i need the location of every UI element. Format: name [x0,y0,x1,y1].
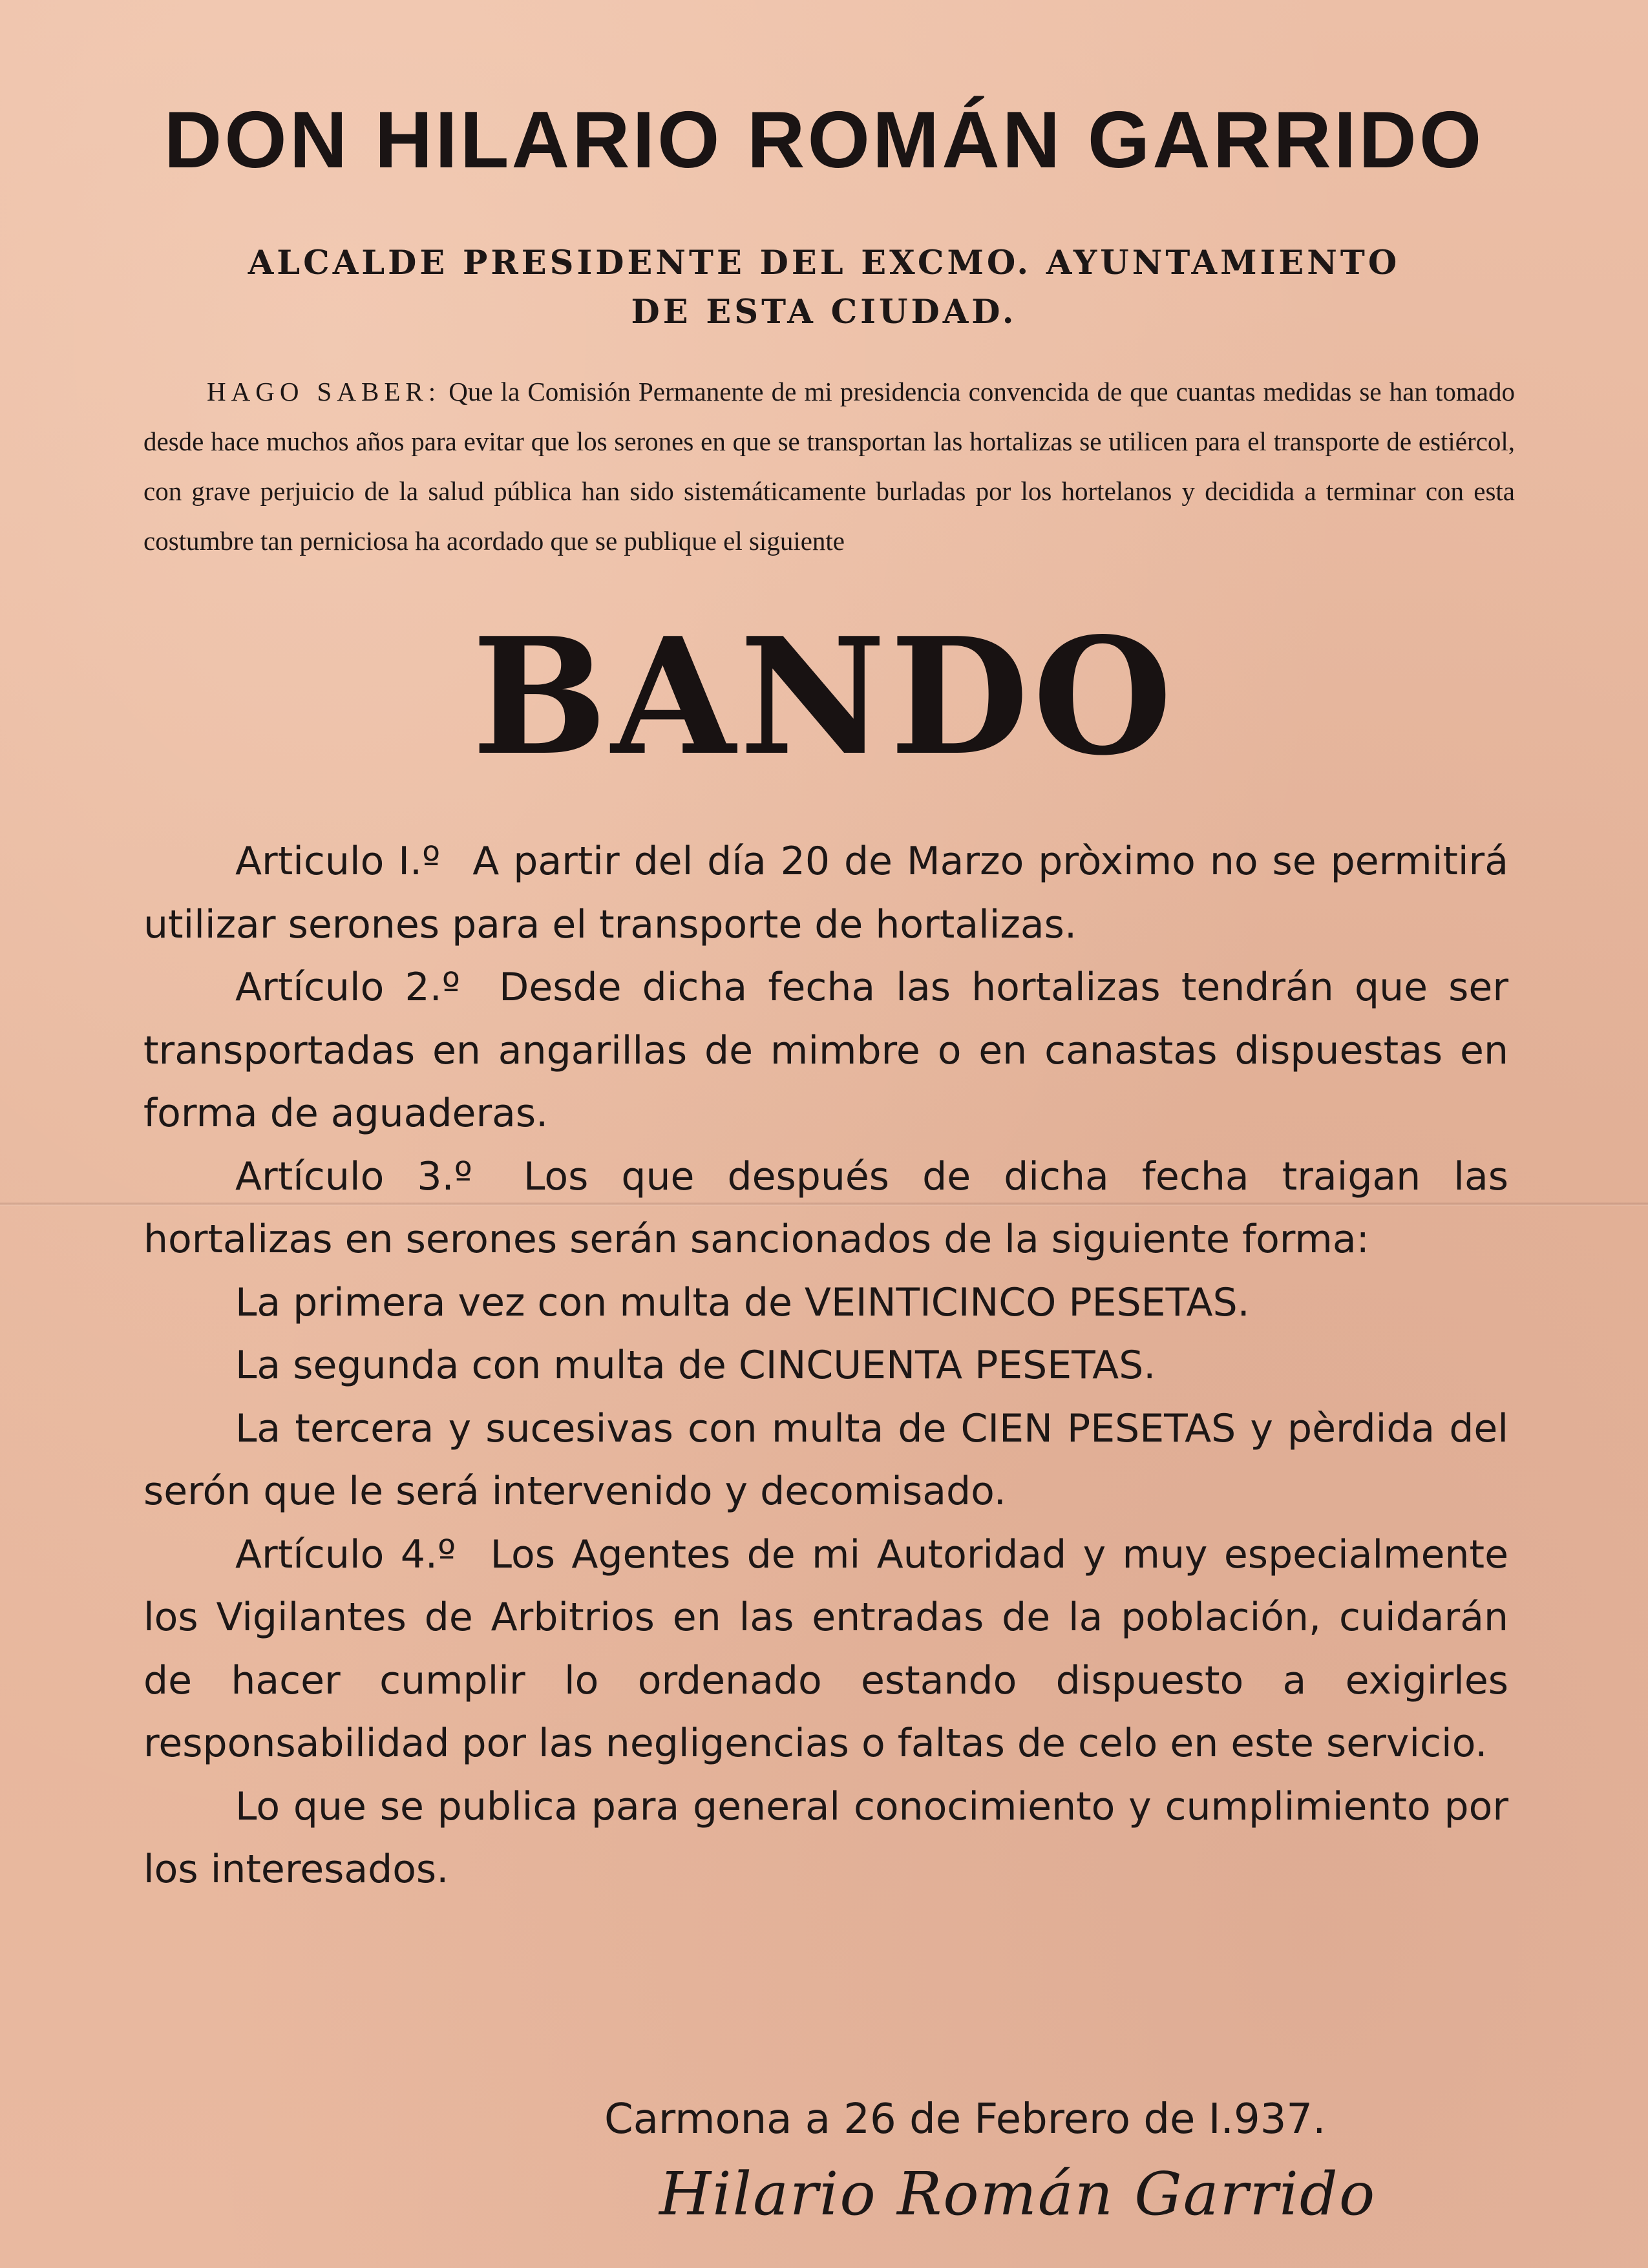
article-1-text: A partir del día 20 de Marzo pròximo no se permitirá utilizar serones para el transporte de hortalizas. [143,839,1508,947]
mayor-signature: Hilario Román Garrido [659,2159,1377,2229]
article-3-label: Artículo 3.º [235,1153,472,1199]
intro-paragraph [143,367,1515,566]
closing-paragraph: Lo que se publica para general conocimiento y cumplimiento por los interesados. [143,1783,1508,1892]
mayor-title-line-2: DE ESTA CIUDAD. [631,293,1017,331]
article-2-text: Desde dicha fecha las hortalizas tendrán que ser transportadas en angarillas de mimbre o en canastas dispuestas en forma de aguaderas. [143,965,1508,1136]
sanction-1: La primera vez con multa de VEINTICINCO PESETAS. [235,1279,1250,1325]
sanction-3: La tercera y sucesivas con multa de CIEN PESETAS y pèrdida del serón que le será intervenido y decomisado. [143,1405,1508,1514]
article-1 [143,830,1508,956]
mayor-name-heading: DON HILARIO ROMÁN GARRIDO [164,96,1484,185]
article-4-text: Los Agentes de mi Autoridad y muy especialmente los Vigilantes de Arbitrios en las entradas de la población, cuidarán de hacer cumplir lo ordenado estando dispuesto a exigirles responsabilidad por las negligencias o faltas de celo en este servicio. [143,1531,1508,1766]
article-2-label: Artículo 2.º [235,965,460,1010]
sanction-2: La segunda con multa de CINCUENTA PESETAS. [235,1343,1156,1388]
mayor-title-line-1: ALCALDE PRESIDENTE DEL EXCMO. AYUNTAMIENTO [248,244,1400,282]
article-1-label: Articulo I.º [235,839,441,884]
intro-lead: HAGO SABER: [207,377,441,406]
article-4-label: Artículo 4.º [235,1531,456,1577]
bando-body [143,830,1508,1902]
article-3 [143,1146,1508,1272]
article-2 [143,956,1508,1146]
bando-heading: BANDO [472,603,1176,791]
place-date: Carmona a 26 de Febrero de I.937. [604,2095,1326,2143]
article-3-text: Los que después de dicha fecha traigan las hortalizas en serones serán sancionados de la siguiente forma: [143,1153,1508,1262]
article-4 [143,1524,1508,1776]
intro-text: Que la Comisión Permanente de mi presidencia convencida de que cuantas medidas se han tomado desde hace muchos años para evitar que los serones en que se transportan las hortalizas se utilicen para el transporte de estiércol, con grave perjuicio de la salud pública han sido sistemáticamente burladas por los hortelanos y decidida a terminar con esta costumbre tan perniciosa ha acordado que se publique el siguiente [143,377,1516,556]
